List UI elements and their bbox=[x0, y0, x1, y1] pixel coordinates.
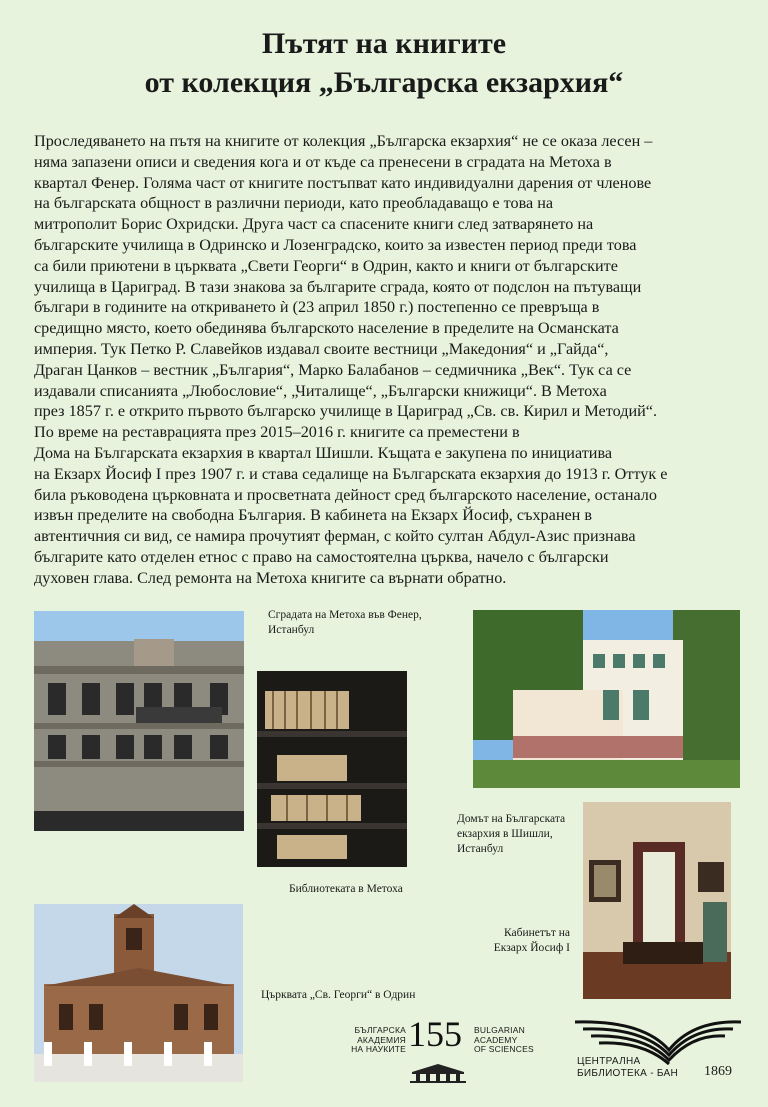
bas-building-icon bbox=[408, 1062, 468, 1084]
body-line: през 1857 г. е открито първото българско училище в Цариград „Св. св. Кирил и Методий“. bbox=[34, 402, 658, 421]
library-photo bbox=[257, 671, 407, 867]
caption-line: Библиотеката в Метоха bbox=[289, 883, 403, 895]
church-photo bbox=[34, 904, 243, 1082]
central-library-name bbox=[577, 1056, 678, 1080]
body-line: Дома на Българската екзархия в квартал Шишли. Къщата е закупена по инициатива bbox=[34, 443, 613, 462]
exarchate-house-photo bbox=[473, 610, 740, 788]
bas-155-logo: 155 bbox=[408, 1014, 462, 1054]
body-line: извън пределите на свободна България. В кабинета на Екзарх Йосиф, съхранен в bbox=[34, 506, 593, 525]
caption-line: НА НАУКИТЕ bbox=[351, 1044, 406, 1054]
caption-line: BULGARIAN bbox=[474, 1025, 525, 1035]
title-line-1: Пътят на книгите bbox=[261, 27, 507, 60]
caption-line: Истанбул bbox=[268, 624, 315, 636]
body-text bbox=[34, 131, 740, 589]
body-line: училища в Цариград. В тази знакова за българите сграда, която от подслон на пътуващи bbox=[34, 277, 642, 296]
caption-line: екзархия в Шишли, bbox=[457, 828, 553, 840]
cabinet-photo bbox=[583, 802, 731, 999]
body-line: По време на реставрацията през 2015–2016 г. книгите са преместени в bbox=[34, 423, 520, 442]
metoh-caption bbox=[268, 608, 422, 638]
caption-line: Домът на Българската bbox=[457, 813, 566, 825]
bas-name-en bbox=[474, 1026, 534, 1055]
title-line-2: от колекция „Българска екзархия“ bbox=[144, 66, 624, 99]
body-line: българи в годините на откриването ѝ (23 април 1850 г.) постепенно се превръща в bbox=[34, 298, 600, 317]
caption-line: ЦЕНТРАЛНА bbox=[577, 1056, 641, 1067]
body-line: Проследяването на пътя на книгите от колекция „Българска екзархия“ не се оказа лесен – bbox=[34, 132, 653, 150]
bas-name-bg bbox=[346, 1026, 406, 1055]
body-line: на българската общност в различни периоди, като преобладаващо е това на bbox=[34, 194, 554, 213]
body-line: автентичния си вид, се намира прочутият ферман, с който султан Абдул-Азис признава bbox=[34, 527, 636, 546]
caption-line: АКАДЕМИЯ bbox=[357, 1034, 406, 1045]
caption-line: Истанбул bbox=[457, 843, 504, 855]
caption-line: Сградата на Метоха във Фенер, bbox=[268, 609, 422, 621]
body-line: няма запазени описи и сведения кога и от къде са пренесени в сградата на Метоха в bbox=[34, 152, 612, 171]
caption-line: Кабинетът на bbox=[503, 927, 570, 939]
body-line: издавали списанията „Любословие“, „Читалище“, „Български книжици“. В Метоха bbox=[34, 381, 607, 400]
body-line: Драган Цанков – вестник „България“, Марко Балабанов – седмичника „Век“. Тук са се bbox=[34, 360, 632, 379]
body-line: митрополит Борис Охридски. Друга част са спасените книги след затварянето на bbox=[34, 215, 594, 234]
house-caption bbox=[457, 812, 565, 857]
body-line: била ръководена църковната и просветната дейност сред българското население, останало bbox=[34, 485, 657, 504]
metoh-building-photo bbox=[34, 611, 244, 831]
library-caption bbox=[289, 882, 403, 897]
caption-line: Екзарх Йосиф I bbox=[493, 942, 570, 954]
body-line: българските училища в Одринско и Лозенградско, които за известен период преди това bbox=[34, 235, 637, 254]
caption-line: Църквата „Св. Георги“ в Одрин bbox=[261, 989, 416, 1001]
body-line: империя. Тук Петко Р. Славейков издавал своите вестници „Македония“ и „Гайда“, bbox=[34, 339, 609, 358]
body-line: са били приютени в църквата „Свети Георги“ в Одрин, както и книги от българските bbox=[34, 256, 618, 275]
caption-line: БЪЛГАРСКА bbox=[354, 1025, 406, 1035]
caption-line: OF SCIENCES bbox=[474, 1044, 534, 1054]
library-year: 1869 bbox=[704, 1064, 732, 1079]
cabinet-caption bbox=[470, 926, 570, 956]
body-line: квартал Фенер. Голяма част от книгите постъпват като индивидуални дарения от членове bbox=[34, 173, 652, 192]
body-line: българите като отделен етнос с право на самостоятелна църква, начело с български bbox=[34, 547, 609, 566]
page-title bbox=[0, 24, 768, 102]
caption-line: ACADEMY bbox=[474, 1034, 518, 1045]
body-line: средищно място, което обединява българското население в пределите на Османската bbox=[34, 319, 619, 338]
body-line: на Екзарх Йосиф I през 1907 г. и става седалище на Българската екзархия до 1913 г. Оттук е bbox=[34, 464, 668, 483]
church-caption bbox=[261, 988, 415, 1003]
caption-line: БИБЛИОТЕКА - БАН bbox=[577, 1068, 679, 1079]
body-line: духовен глава. След ремонта на Метоха книгите са върнати обратно. bbox=[34, 568, 507, 587]
